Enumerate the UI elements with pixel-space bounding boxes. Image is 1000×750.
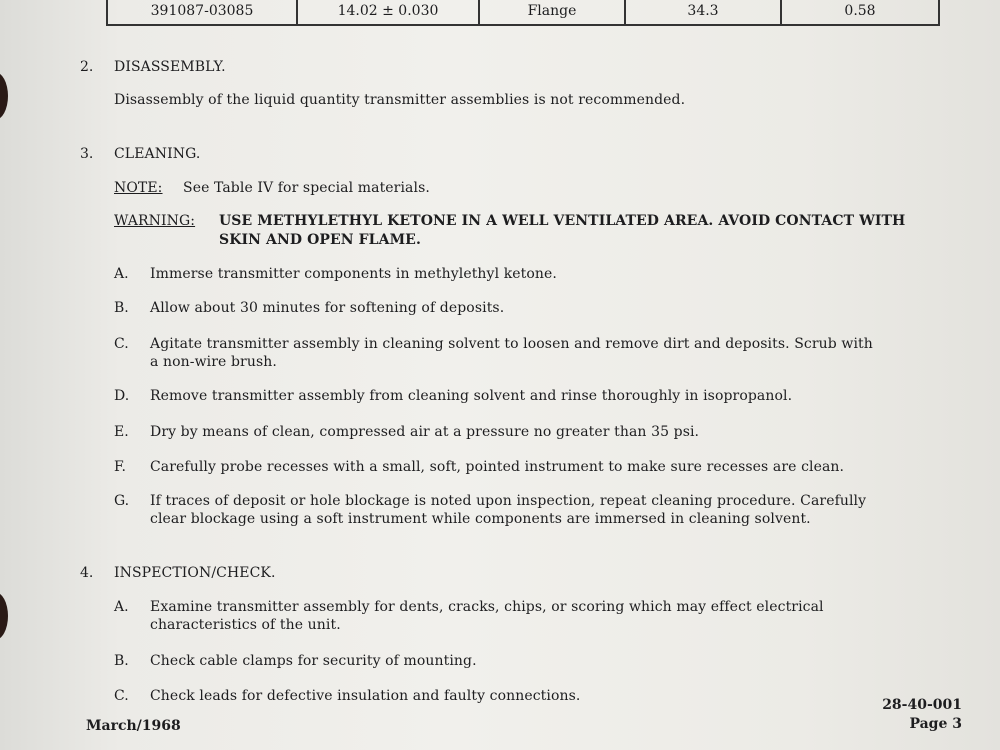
- note-label: NOTE:: [114, 180, 163, 196]
- step-text: clear blockage using a soft instrument while components are immersed in cleaning solvent.: [150, 511, 811, 527]
- step-letter: A.: [114, 599, 129, 615]
- section-number: 2.: [80, 59, 94, 75]
- step-letter: E.: [114, 424, 129, 440]
- step-text: Examine transmitter assembly for dents, cracks, chips, or scoring which may effect electrical: [150, 599, 824, 615]
- note-text: See Table IV for special materials.: [183, 180, 430, 196]
- step-text: Check cable clamps for security of mounting.: [150, 653, 477, 669]
- warning-text-line1: USE METHYLETHYL KETONE IN A WELL VENTILATED AREA. AVOID CONTACT WITH: [219, 213, 906, 229]
- binder-hole: [0, 592, 8, 640]
- table-cell-dimension: 14.02 ± 0.030: [337, 3, 439, 19]
- step-text: Allow about 30 minutes for softening of deposits.: [150, 300, 505, 316]
- step-text: Check leads for defective insulation and faulty connections.: [150, 688, 581, 704]
- footer-date: March/1968: [86, 718, 181, 734]
- table-cell-value-b: 0.58: [844, 3, 876, 19]
- step-text: Agitate transmitter assembly in cleaning solvent to loosen and remove dirt and deposits. Scrub with: [150, 336, 873, 352]
- step-text: Dry by means of clean, compressed air at a pressure no greater than 35 psi.: [150, 424, 700, 440]
- step-letter: F.: [114, 459, 126, 475]
- table-cell-mount: Flange: [527, 3, 577, 19]
- step-text: If traces of deposit or hole blockage is noted upon inspection, repeat cleaning procedure. Carefully: [150, 493, 867, 509]
- step-letter: D.: [114, 388, 130, 404]
- warning-label: WARNING:: [114, 213, 196, 229]
- section-heading-disassembly: DISASSEMBLY.: [114, 59, 226, 75]
- section-number: 3.: [80, 146, 94, 162]
- table-cell-part-number: 391087-03085: [150, 3, 254, 19]
- binder-hole: [0, 72, 8, 120]
- table-cell-value-a: 34.3: [687, 3, 719, 19]
- step-letter: G.: [114, 493, 130, 509]
- step-text: Carefully probe recesses with a small, soft, pointed instrument to make sure recesses are clean.: [150, 459, 845, 475]
- section-heading-cleaning: CLEANING.: [114, 146, 201, 162]
- step-letter: C.: [114, 688, 129, 704]
- footer-doc-number: 28-40-001: [882, 697, 962, 713]
- step-letter: B.: [114, 300, 129, 316]
- step-text: Remove transmitter assembly from cleaning solvent and rinse thoroughly in isopropanol.: [150, 388, 793, 404]
- step-text: Immerse transmitter components in methylethyl ketone.: [150, 266, 557, 282]
- footer-page-number: Page 3: [909, 716, 962, 732]
- disassembly-text: Disassembly of the liquid quantity transmitter assemblies is not recommended.: [114, 92, 686, 108]
- step-text: a non-wire brush.: [150, 354, 277, 370]
- step-letter: A.: [114, 266, 129, 282]
- step-letter: B.: [114, 653, 129, 669]
- step-text: characteristics of the unit.: [150, 617, 341, 633]
- section-heading-inspection: INSPECTION/CHECK.: [114, 565, 276, 581]
- section-number: 4.: [80, 565, 94, 581]
- warning-text-line2: SKIN AND OPEN FLAME.: [219, 232, 421, 248]
- step-letter: C.: [114, 336, 129, 352]
